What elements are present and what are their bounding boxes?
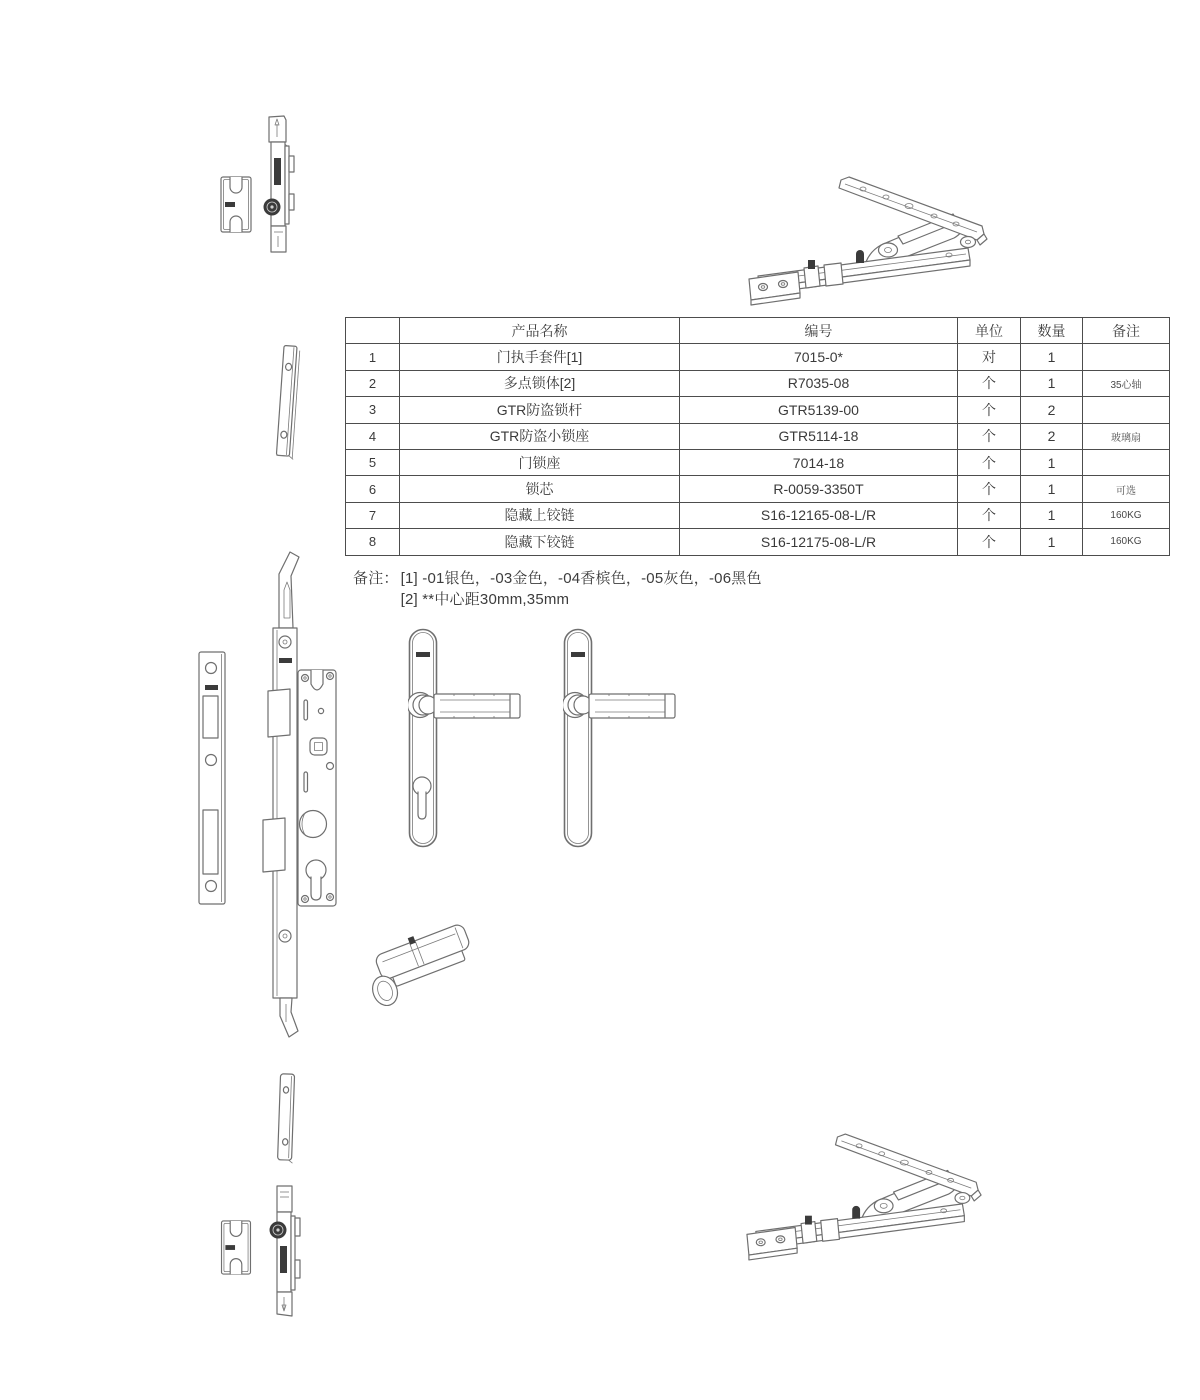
table-row: 3 GTR防盗锁杆 GTR5139-00 个 2: [346, 397, 1170, 423]
small-strike-plate-icon: [258, 340, 320, 468]
table-header-row: [346, 318, 1170, 344]
footnote-line-2: [2] **中心距30mm,35mm: [400, 591, 570, 608]
table-row: 8 隐藏下铰链 S16-12175-08-L/R 个 1 160KG: [346, 529, 1170, 555]
lock-keeper-icon: [220, 176, 252, 234]
table-footnotes: [353, 568, 762, 610]
table-row: 5 门锁座 7014-18 个 1: [346, 449, 1170, 475]
lock-cylinder-icon: [362, 906, 490, 1006]
footnote-line-1: [1] -01银色，-03金色，-04香槟色，-05灰色，-06黑色: [400, 570, 762, 587]
header-product-name: 产品名称: [400, 318, 680, 344]
table-row: 2 多点锁体[2] R7035-08 个 1 35心轴: [346, 370, 1170, 396]
door-strike-plate-icon: [199, 652, 225, 904]
table-row: 4 GTR防盗小锁座 GTR5114-18 个 2 玻璃扇: [346, 423, 1170, 449]
lock-keeper-icon: [220, 1220, 252, 1276]
table-row: 6 锁芯 R-0059-3350T 个 1 可选: [346, 476, 1170, 502]
multipoint-lock-body-icon: [185, 548, 350, 1040]
anti-theft-rod-icon: [268, 1184, 310, 1318]
header-code: 编号: [680, 318, 958, 344]
door-handle-cylinder-icon: [408, 628, 538, 848]
hidden-bottom-hinge-icon: [744, 1132, 986, 1262]
hidden-top-hinge-icon: [746, 176, 992, 306]
lock-faceplate-icon: [263, 552, 299, 1037]
header-qty: 数量: [1021, 318, 1083, 344]
table-row: 1 门执手套件[1] 7015-0* 对 1: [346, 344, 1170, 370]
parts-table: [345, 317, 1170, 556]
header-index: [346, 318, 400, 344]
lock-case-icon: [298, 670, 336, 906]
door-handle-icon: [563, 628, 693, 848]
footnote-label: 备注：: [353, 570, 399, 587]
header-remark: 备注: [1083, 318, 1170, 344]
anti-theft-rod-icon: [262, 114, 304, 254]
header-unit: 单位: [958, 318, 1021, 344]
table-row: 7 隐藏上铰链 S16-12165-08-L/R 个 1 160KG: [346, 502, 1170, 528]
small-plate-icon: [268, 1070, 306, 1168]
